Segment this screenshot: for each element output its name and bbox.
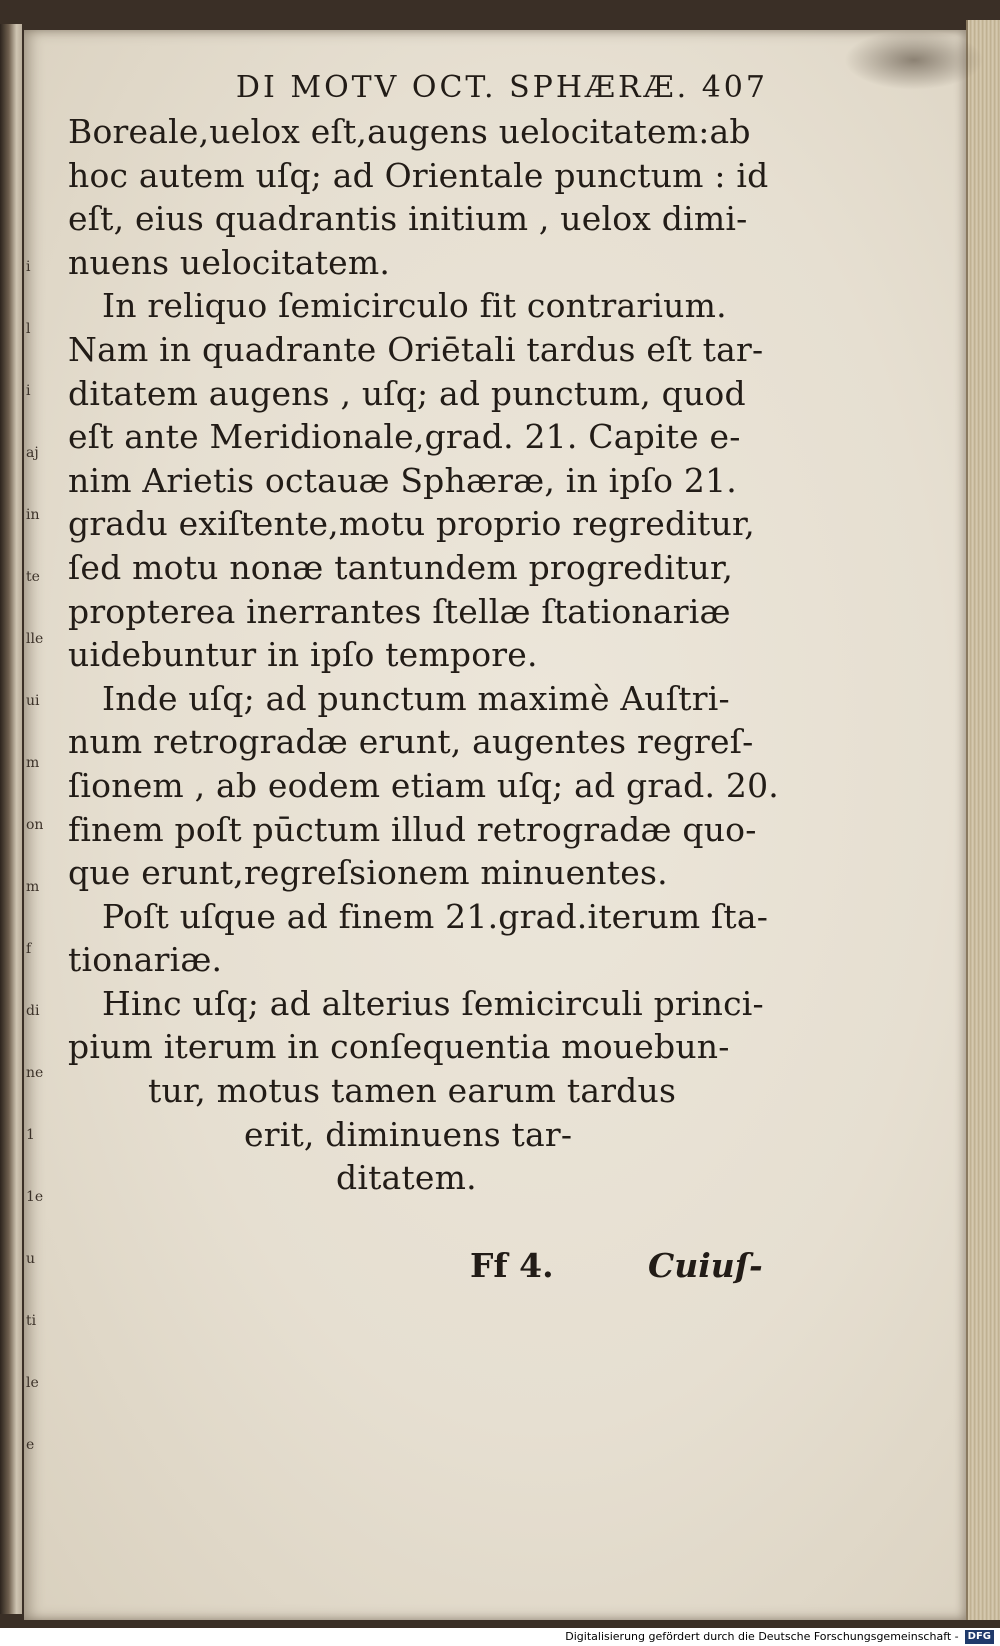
- text-line: finem poſt pūctum illud retrogradæ quo-: [68, 809, 757, 849]
- margin-fragment: i: [26, 259, 31, 275]
- margin-fragment: ti: [26, 1313, 37, 1329]
- text-line: hoc autem uſq; ad Orientale punctum : id: [68, 155, 769, 195]
- margin-fragment: ui: [26, 693, 40, 709]
- text-line: uidebuntur in ipſo tempore.: [68, 635, 538, 675]
- text-line: ſionem , ab eodem etiam uſq; ad grad. 20.: [68, 765, 779, 805]
- margin-fragment: ne: [26, 1065, 44, 1081]
- margin-fragment: lle: [26, 631, 44, 647]
- margin-fragment: 1: [26, 1127, 35, 1143]
- margin-fragment: e: [26, 1437, 35, 1453]
- margin-fragment: u: [26, 1251, 36, 1267]
- margin-fragment: f: [26, 941, 32, 957]
- text-line: erit, diminuens tar-: [244, 1114, 573, 1154]
- text-line: ſed motu nonæ tantundem progreditur,: [68, 547, 734, 587]
- page-stack-edge: [966, 20, 1000, 1620]
- page-text-block: [68, 66, 779, 1200]
- text-line: Boreale,uelox eſt,augens uelocitatem:ab: [68, 112, 751, 151]
- text-line: Nam in quadrante Oriētali tardus eſt tar-: [68, 329, 764, 369]
- catchword: Cuiuſ-: [648, 1246, 763, 1285]
- margin-fragment: m: [26, 879, 40, 895]
- margin-fragment: di: [26, 1003, 40, 1019]
- margin-fragment: le: [26, 1375, 39, 1391]
- left-page-edge: [0, 24, 22, 1614]
- text-line: ditatem augens , uſq; ad punctum, quod: [68, 373, 746, 413]
- text-line: pium iterum in conſequentia mouebun-: [68, 1027, 730, 1067]
- text-line: eſt, eius quadrantis initium , uelox dimi-: [68, 199, 748, 239]
- text-line: nuens uelocitatem.: [68, 242, 391, 282]
- text-line: Hinc uſq; ad alterius ſemicirculi princi-: [102, 983, 764, 1023]
- signature-mark: Ff 4.: [470, 1246, 554, 1285]
- margin-fragment: in: [26, 507, 40, 523]
- text-line: Inde uſq; ad punctum maximè Auſtri-: [102, 678, 730, 718]
- digitization-banner: [0, 1628, 1000, 1646]
- body-text: [68, 110, 779, 1200]
- margin-fragment: te: [26, 569, 40, 585]
- margin-fragment: aj: [26, 445, 39, 461]
- banner-text: Digitalisierung gefördert durch die Deutsche Forschungsgemeinschaft -: [565, 1630, 959, 1643]
- text-line: ditatem.: [336, 1158, 477, 1198]
- dfg-logo: DFG: [965, 1630, 994, 1644]
- margin-fragment: l: [26, 321, 31, 337]
- margin-fragment: on: [26, 817, 44, 833]
- book-page: [24, 30, 966, 1620]
- margin-fragment: 1e: [26, 1189, 44, 1205]
- text-line: eſt ante Meridionale,grad. 21. Capite e-: [68, 417, 741, 457]
- text-line: num retrogradæ erunt, augentes regreſ-: [68, 722, 754, 762]
- facing-page-fragments: [24, 30, 44, 1620]
- margin-fragment: m: [26, 755, 40, 771]
- text-line: que erunt,regreſsionem minuentes.: [68, 853, 668, 893]
- text-line: tionariæ.: [68, 940, 223, 980]
- text-line: gradu exiſtente,motu proprio regreditur,: [68, 504, 755, 544]
- running-head: DI MOTV OCT. SPHÆRÆ. 407: [235, 70, 768, 105]
- text-line: Poſt uſque ad finem 21.grad.iterum ſta-: [102, 896, 769, 936]
- text-line: In reliquo ſemicirculo fit contrarium.: [102, 286, 727, 326]
- binding-clip-shadow: [844, 30, 984, 90]
- text-line: tur, motus tamen earum tardus: [148, 1071, 677, 1111]
- page-footer: [470, 1246, 790, 1285]
- text-line: propterea inerrantes ſtellæ ſtationariæ: [68, 591, 731, 631]
- text-line: nim Arietis octauæ Sphæræ, in ipſo 21.: [68, 460, 737, 500]
- margin-fragment: i: [26, 383, 31, 399]
